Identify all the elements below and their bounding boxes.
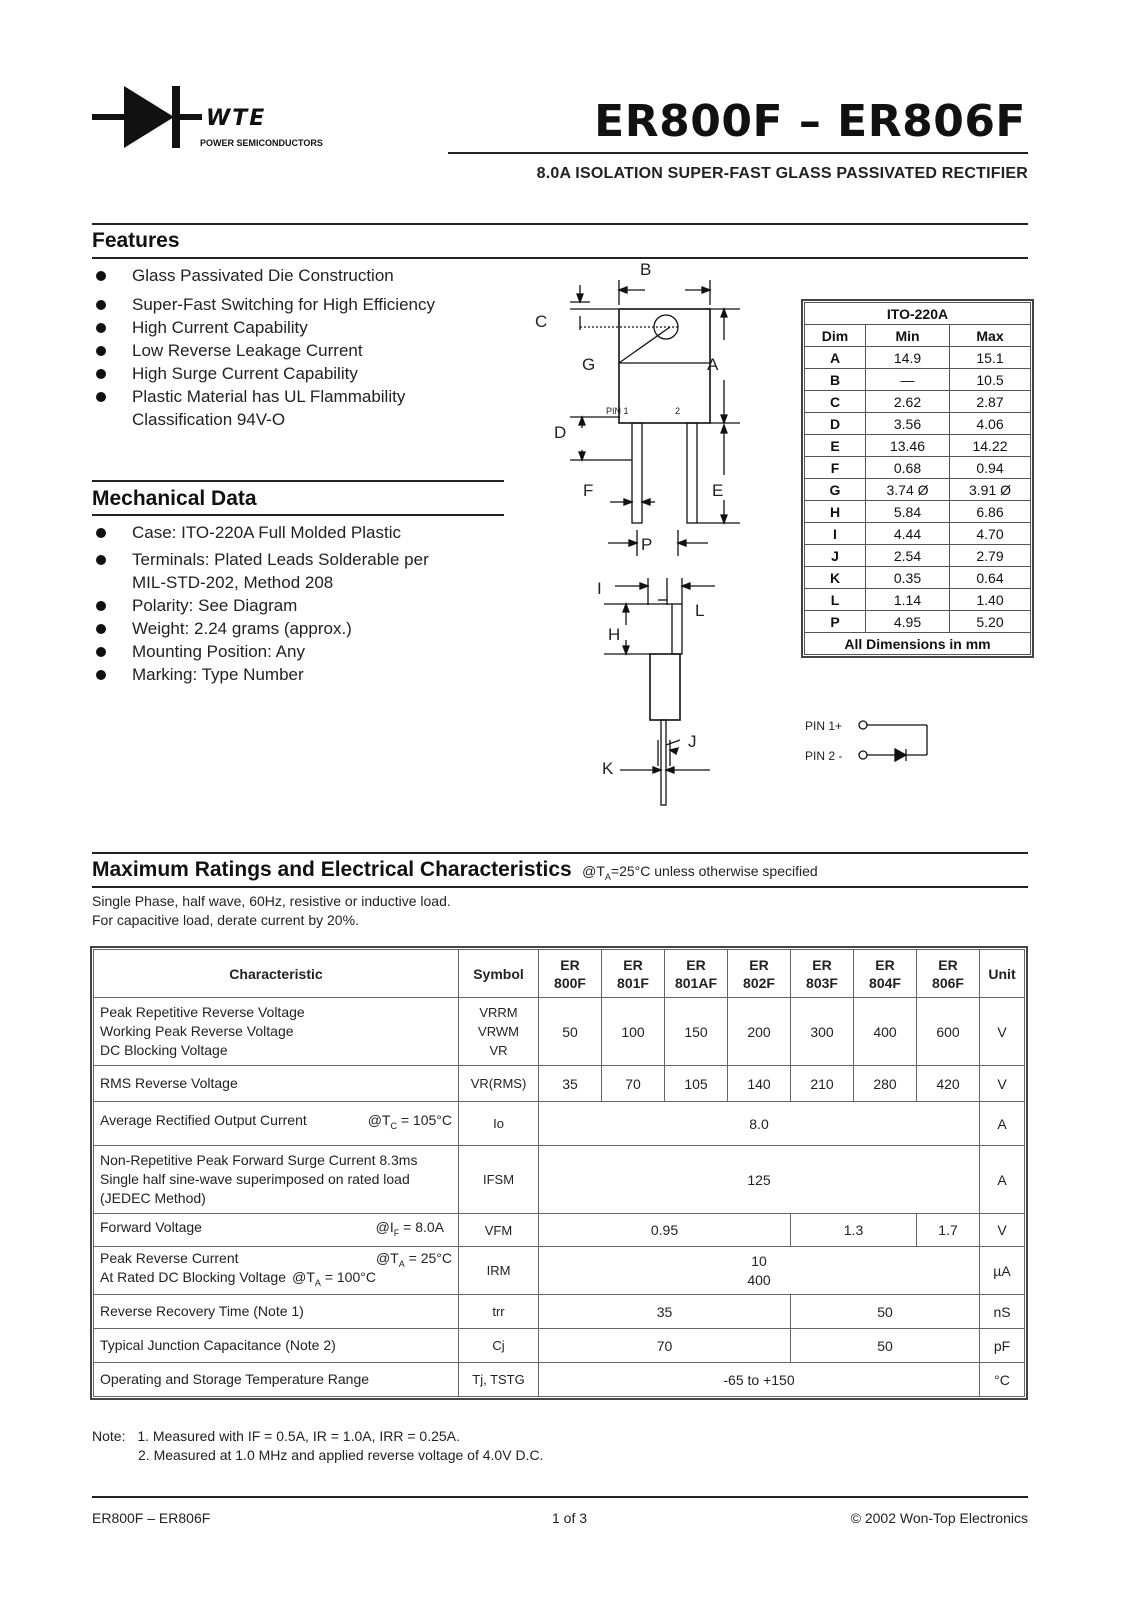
table-row: Non-Repetitive Peak Forward Surge Current 8.3ms Single half sine-wave superimposed on rated load (JEDEC Method) IFSM 125 A <box>94 1146 1025 1214</box>
pin2-minus-label: PIN 2 - <box>805 749 843 763</box>
dimension-row <box>805 435 1031 457</box>
table-row: Peak Reverse Current $@T_A = 25^\circ C$ At Rated DC Blocking Voltage $@T_A = 100^\circ C$ IRM 10 400 µA <box>94 1247 1025 1295</box>
feature-item: Glass Passivated Die Construction <box>92 264 512 287</box>
col-characteristic: Characteristic <box>94 950 459 998</box>
mechanical-item: Polarity: See Diagram <box>92 594 512 617</box>
col-part: ER 801F <box>602 950 665 998</box>
col-part: ER 802F <box>728 950 791 998</box>
table-row: Reverse Recovery Time (Note 1) trr 35 50 nS <box>94 1295 1025 1329</box>
notes-block <box>92 1427 543 1465</box>
col-symbol: Symbol <box>459 950 539 998</box>
dim-name: I <box>805 523 866 545</box>
dimension-row <box>805 347 1031 369</box>
pin1-plus-label: PIN 1+ <box>805 719 843 733</box>
dim-name: P <box>805 611 866 633</box>
dimension-row <box>805 501 1031 523</box>
dim-min: 2.54 <box>866 545 950 567</box>
footer-page-number: 1 of 3 <box>552 1510 588 1526</box>
dimension-table <box>804 302 1031 655</box>
features-list <box>92 264 512 431</box>
dimension-row <box>805 589 1031 611</box>
col-part: ER 801AF <box>665 950 728 998</box>
dim-label-a: A <box>707 355 719 374</box>
dim-max: 5.20 <box>950 611 1031 633</box>
table-row: Typical Junction Capacitance (Note 2) Cj 70 50 pF <box>94 1329 1025 1363</box>
dim-name: A <box>805 347 866 369</box>
feature-item: Low Reverse Leakage Current <box>92 339 512 362</box>
table-row: Forward Voltage $@I_F = 8.0A$ VFM 0.95 1.3 1.7 V <box>94 1214 1025 1247</box>
mechanical-item: Marking: Type Number <box>92 663 512 686</box>
dim-label-c: C <box>535 312 548 331</box>
dimension-row <box>805 523 1031 545</box>
mechanical-item: Mounting Position: Any <box>92 640 512 663</box>
dim-max: 4.06 <box>950 413 1031 435</box>
col-part: ER 800F <box>539 950 602 998</box>
dim-min: 1.14 <box>866 589 950 611</box>
package-outline-drawing <box>535 260 780 830</box>
table-row: Average Rectified Output Current $@T_C = 105^\circ C$ Io 8.0 A <box>94 1102 1025 1146</box>
dim-label-b: B <box>640 260 652 279</box>
feature-item: High Current Capability <box>92 316 512 339</box>
dimension-table-footer: All Dimensions in mm <box>805 633 1031 655</box>
col-part: ER 803F <box>791 950 854 998</box>
dim-max: 0.94 <box>950 457 1031 479</box>
ratings-table-frame <box>90 946 1028 1400</box>
ratings-heading: Maximum Ratings and Electrical Characteristics <box>92 858 572 881</box>
dim-max: 3.91 Ø <box>950 479 1031 501</box>
dimension-row <box>805 413 1031 435</box>
mechanical-item: Terminals: Plated Leads Solderable per MIL-STD-202, Method 208 <box>92 548 512 594</box>
notes-label: Note: <box>92 1428 126 1444</box>
mechanical-item: Weight: 2.24 grams (approx.) <box>92 617 512 640</box>
logo-text: WTE <box>206 106 267 131</box>
features-top-rule <box>92 223 1028 225</box>
feature-item: Super-Fast Switching for High Efficiency <box>92 293 512 316</box>
dim-min: 0.35 <box>866 567 950 589</box>
dim-min: — <box>866 369 950 391</box>
dim-name: J <box>805 545 866 567</box>
dim-name: D <box>805 413 866 435</box>
dim-min: 4.44 <box>866 523 950 545</box>
col-part: ER 804F <box>854 950 917 998</box>
dim-name: C <box>805 391 866 413</box>
dimension-row <box>805 545 1031 567</box>
wte-logo <box>92 84 332 154</box>
diode-logo-icon <box>92 84 202 154</box>
mechanical-bottom-rule <box>92 514 504 516</box>
ratings-intro-1: Single Phase, half wave, 60Hz, resistive or inductive load. <box>92 893 451 909</box>
dim-name: G <box>805 479 866 501</box>
dimension-table-frame <box>801 299 1034 658</box>
dim-max: 4.70 <box>950 523 1031 545</box>
ratings-bottom-rule <box>92 886 1028 888</box>
feature-item: Plastic Material has UL Flammability Classification 94V-O <box>92 385 512 431</box>
page-title: ER800F – ER806F <box>594 96 1026 147</box>
table-row: RMS Reverse Voltage VR(RMS) 35 70 105 140 210 280 420 V <box>94 1066 1025 1102</box>
dimension-row <box>805 611 1031 633</box>
features-bottom-rule <box>92 257 1028 259</box>
dimension-row <box>805 457 1031 479</box>
dimension-row <box>805 567 1031 589</box>
title-underline <box>448 152 1028 154</box>
note-1: 1. Measured with IF = 0.5A, IR = 1.0A, IRR = 0.25A. <box>137 1428 460 1444</box>
ratings-condition: $@T_A=25^\circ C$ unless otherwise specified <box>582 863 818 882</box>
ratings-heading-row <box>92 858 818 882</box>
dim-min: 13.46 <box>866 435 950 457</box>
dim-min: 0.68 <box>866 457 950 479</box>
table-row: Peak Repetitive Reverse Voltage Working Peak Reverse Voltage DC Blocking Voltage VRRM VRWM VR 50 100 150 200 300 400 600 V <box>94 998 1025 1066</box>
dim-min: 3.74 Ø <box>866 479 950 501</box>
dim-name: B <box>805 369 866 391</box>
pin1-label: PIN 1 <box>606 406 629 416</box>
col-unit: Unit <box>980 950 1025 998</box>
note-2: 2. Measured at 1.0 MHz and applied reverse voltage of 4.0V D.C. <box>138 1447 544 1463</box>
mechanical-top-rule <box>92 480 504 482</box>
dim-name: F <box>805 457 866 479</box>
dim-label-i: I <box>597 579 602 598</box>
dim-label-l: L <box>695 601 705 620</box>
mechanical-item: Case: ITO-220A Full Molded Plastic <box>92 521 512 544</box>
dim-label-e: E <box>712 481 724 500</box>
dim-max: 2.79 <box>950 545 1031 567</box>
dim-name: L <box>805 589 866 611</box>
dim-min: 14.9 <box>866 347 950 369</box>
dim-max: 10.5 <box>950 369 1031 391</box>
dim-min: 2.62 <box>866 391 950 413</box>
footer-copyright: © 2002 Won-Top Electronics <box>850 1510 1028 1526</box>
dim-name: H <box>805 501 866 523</box>
dimension-table-title: ITO-220A <box>805 303 1031 325</box>
dim-max: 15.1 <box>950 347 1031 369</box>
dimension-row <box>805 391 1031 413</box>
dim-name: E <box>805 435 866 457</box>
mechanical-heading: Mechanical Data <box>92 487 257 510</box>
table-row: Operating and Storage Temperature Range Tj, TSTG -65 to +150 °C <box>94 1363 1025 1397</box>
pin-schematic <box>800 712 940 762</box>
feature-item: High Surge Current Capability <box>92 362 512 385</box>
dim-label-p: P <box>641 535 653 554</box>
dimension-row <box>805 369 1031 391</box>
dim-max: 6.86 <box>950 501 1031 523</box>
dim-min: 5.84 <box>866 501 950 523</box>
col-part: ER 806F <box>917 950 980 998</box>
dim-max: 14.22 <box>950 435 1031 457</box>
dim-label-d: D <box>554 423 567 442</box>
mechanical-list <box>92 521 512 686</box>
dim-label-k: K <box>602 759 614 778</box>
dim-min: 4.95 <box>866 611 950 633</box>
ratings-intro-2: For capacitive load, derate current by 20%. <box>92 912 359 928</box>
page-subtitle: 8.0A ISOLATION SUPER-FAST GLASS PASSIVATED RECTIFIER <box>536 165 1028 182</box>
dim-col-header: Dim <box>805 325 866 347</box>
dim-max: 1.40 <box>950 589 1031 611</box>
features-heading: Features <box>92 229 180 252</box>
ratings-top-rule <box>92 852 1028 854</box>
pin2-label: 2 <box>675 406 681 416</box>
dimension-row <box>805 479 1031 501</box>
footer-left: ER800F – ER806F <box>92 1510 211 1526</box>
dim-label-f: F <box>583 481 594 500</box>
dim-label-g: G <box>582 355 596 374</box>
dim-min: 3.56 <box>866 413 950 435</box>
logo-subtitle: POWER SEMICONDUCTORS <box>200 138 323 148</box>
dim-max: 2.87 <box>950 391 1031 413</box>
footer-rule <box>92 1496 1028 1498</box>
max-col-header: Max <box>950 325 1031 347</box>
min-col-header: Min <box>866 325 950 347</box>
dim-max: 0.64 <box>950 567 1031 589</box>
dim-label-j: J <box>688 732 697 751</box>
dim-label-h: H <box>608 625 621 644</box>
dim-name: K <box>805 567 866 589</box>
ratings-table <box>93 949 1025 1397</box>
